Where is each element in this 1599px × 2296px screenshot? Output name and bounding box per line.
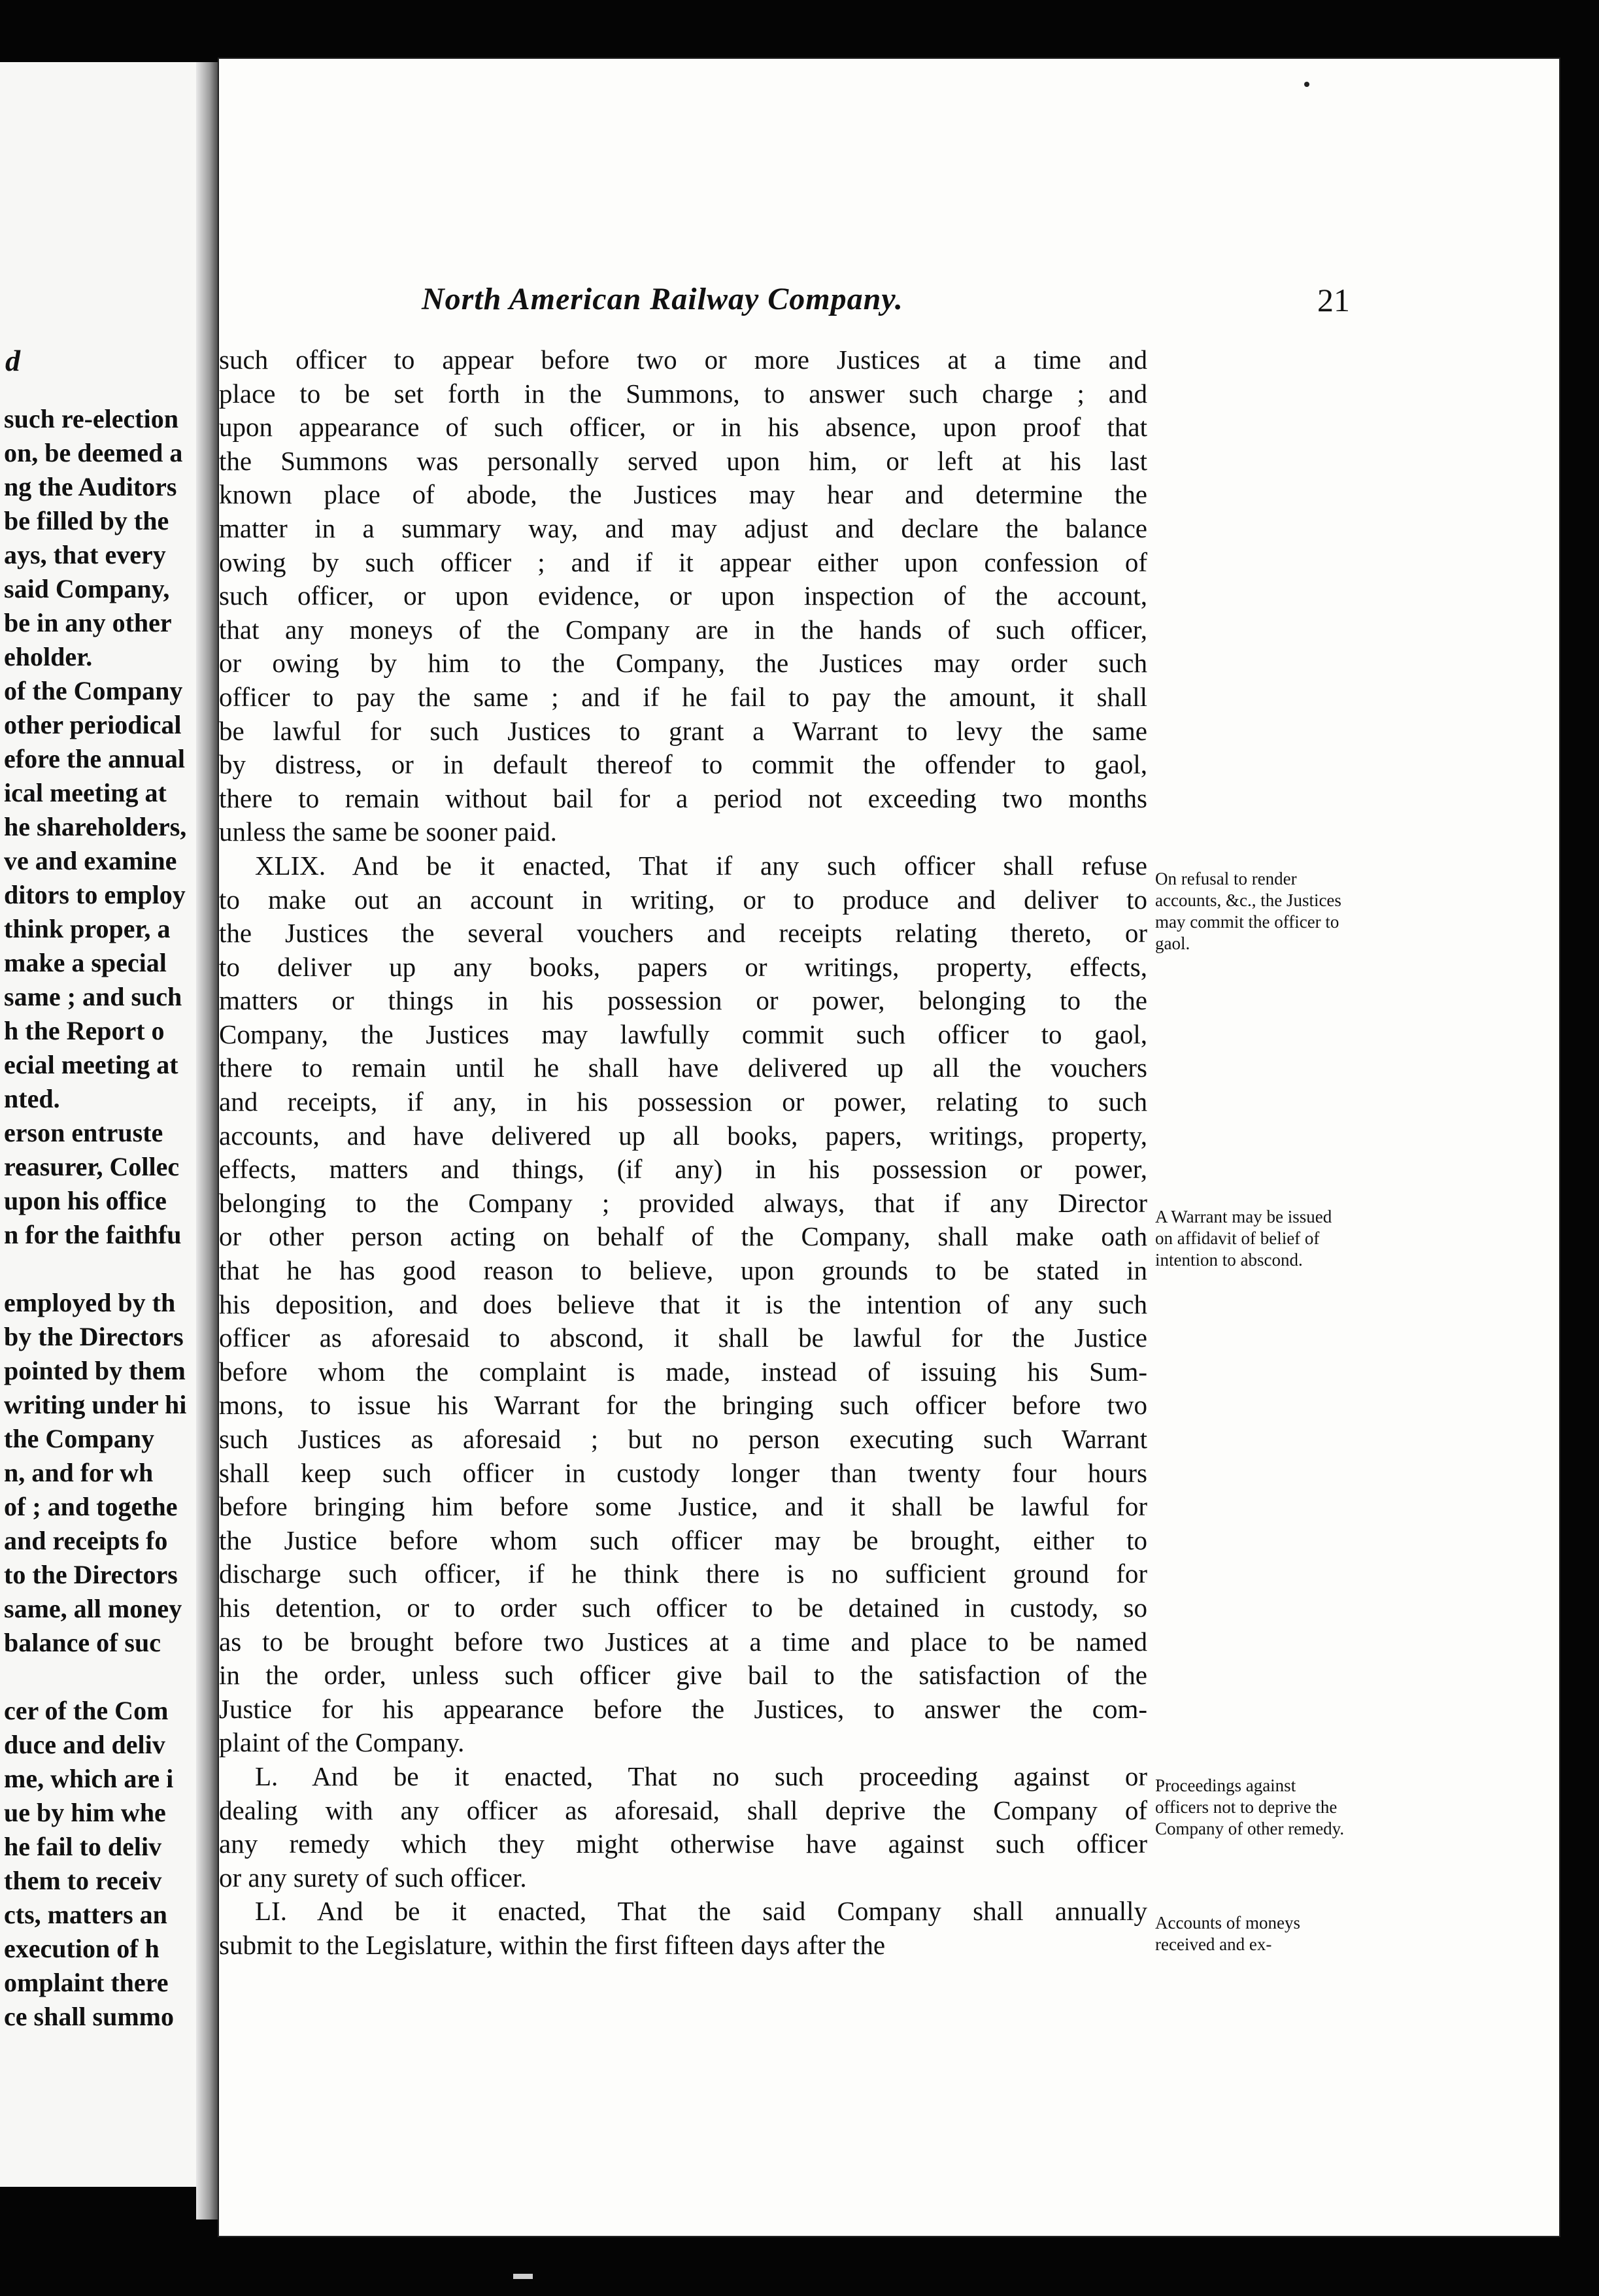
text-line: LI. And be it enacted, That the said Company shall annually bbox=[255, 1896, 1147, 1927]
previous-page-line: ays, that every bbox=[4, 540, 166, 569]
previous-page-line: on, be deemed a bbox=[4, 438, 183, 467]
text-line: before bringing him before some Justice, and it shall be lawful for bbox=[219, 1491, 1147, 1522]
previous-page-line: ue by him whe bbox=[4, 1798, 166, 1827]
previous-page-line: of ; and togethe bbox=[4, 1492, 178, 1521]
text-line: belonging to the Company ; provided always, that if any Director bbox=[219, 1187, 1147, 1218]
scan-artifact bbox=[513, 2274, 533, 2279]
text-line: such officer to appear before two or more Justices at a time and bbox=[219, 345, 1147, 375]
text-line: place to be set forth in the Summons, to answer such charge ; and bbox=[219, 378, 1147, 409]
text-line: such Justices as aforesaid ; but no person executing such Warrant bbox=[219, 1424, 1147, 1454]
text-line: discharge such officer, if he think there is no sufficient ground for bbox=[219, 1559, 1147, 1589]
text-line: to make out an account in writing, or to produce and deliver to bbox=[219, 884, 1147, 915]
previous-page-line: omplaint there bbox=[4, 1968, 169, 1997]
text-line: there to remain until he shall have delivered up all the vouchers bbox=[219, 1053, 1147, 1083]
previous-page-line: reasurer, Collec bbox=[4, 1152, 180, 1181]
previous-page-line: writing under hi bbox=[4, 1390, 187, 1419]
running-title: North American Railway Company. bbox=[422, 282, 903, 316]
previous-page-line: by the Directors bbox=[4, 1322, 184, 1351]
previous-page-line: ng the Auditors bbox=[4, 472, 177, 501]
previous-page-line: be in any other bbox=[4, 608, 172, 637]
text-line: the Summons was personally served upon him, or left at his last bbox=[219, 445, 1147, 476]
text-line: XLIX. And be it enacted, That if any such officer shall refuse bbox=[255, 850, 1147, 881]
text-line: in the order, unless such officer give bail to the satisfaction of the bbox=[219, 1660, 1147, 1691]
running-head bbox=[219, 281, 1350, 327]
previous-page-line: n for the faithfu bbox=[4, 1220, 182, 1249]
text-line: before whom the complaint is made, instead of issuing his Sum- bbox=[219, 1356, 1147, 1387]
margin-note-warrant: A Warrant may be issued on affidavit of belief of intention to abscond. bbox=[1155, 1207, 1332, 1270]
previous-page-line: be filled by the bbox=[4, 506, 169, 535]
text-line: his detention, or to order such officer to be detained in custody, so bbox=[219, 1592, 1147, 1623]
text-line: Justice for his appearance before the Justices, to answer the com- bbox=[219, 1693, 1147, 1724]
text-line: L. And be it enacted, That no such proceeding against or bbox=[255, 1761, 1147, 1791]
previous-page-line: nted. bbox=[4, 1084, 60, 1113]
page-number: 21 bbox=[1317, 282, 1350, 318]
previous-page-line: think proper, a bbox=[4, 914, 171, 943]
previous-page-line: other periodical bbox=[4, 710, 182, 739]
text-line: by distress, or in default thereof to commit the offender to gaol, bbox=[219, 749, 1147, 780]
previous-page-line: and receipts fo bbox=[4, 1526, 168, 1555]
text-line: officer to pay the same ; and if he fail to pay the amount, it shall bbox=[219, 681, 1147, 712]
margin-note-accounts: Accounts of moneys received and ex- bbox=[1155, 1913, 1300, 1954]
text-line: mons, to issue his Warrant for the bringing such officer before two bbox=[219, 1390, 1147, 1421]
text-line: be lawful for such Justices to grant a Warrant to levy the same bbox=[219, 715, 1147, 746]
text-line: owing by such officer ; and if it appear either upon confession of bbox=[219, 547, 1147, 577]
previous-page-line: cer of the Com bbox=[4, 1696, 169, 1725]
previous-page-line: ecial meeting at bbox=[4, 1050, 178, 1079]
previous-page-line: erson entruste bbox=[4, 1118, 163, 1147]
text-line: dealing with any officer as aforesaid, shall deprive the Company of bbox=[219, 1795, 1147, 1825]
previous-page-line: employed by th bbox=[4, 1288, 176, 1317]
previous-page-line: same, all money bbox=[4, 1594, 182, 1623]
text-line: shall keep such officer in custody longer than twenty four hours bbox=[219, 1457, 1147, 1488]
previous-page-line: upon his office bbox=[4, 1186, 167, 1215]
text-line: and receipts, if any, in his possession or power, relating to such bbox=[219, 1087, 1147, 1117]
previous-page-line: pointed by them bbox=[4, 1356, 186, 1385]
previous-page-line: said Company, bbox=[4, 574, 170, 603]
previous-page-line: ve and examine bbox=[4, 846, 177, 875]
text-line: that he has good reason to believe, upon grounds to be stated in bbox=[219, 1255, 1147, 1286]
previous-page-line: n, and for wh bbox=[4, 1458, 154, 1487]
previous-page-line: he fail to deliv bbox=[4, 1832, 162, 1861]
previous-page-line: cts, matters an bbox=[4, 1900, 167, 1929]
text-line: the Justices the several vouchers and receipts relating thereto, or bbox=[219, 918, 1147, 949]
previous-page-line: ce shall summo bbox=[4, 2002, 174, 2031]
text-line: or other person acting on behalf of the Company, shall make oath bbox=[219, 1221, 1147, 1252]
previous-page-line: such re-election bbox=[4, 404, 178, 433]
text-line: such officer, or upon evidence, or upon inspection of the account, bbox=[219, 581, 1147, 611]
margin-note-refusal: On refusal to render accounts, &c., the Justices may commit the officer to gaol. bbox=[1155, 869, 1341, 953]
previous-page-line: balance of suc bbox=[4, 1628, 161, 1657]
previous-page-fragment bbox=[0, 62, 219, 2187]
previous-page-line: the Company bbox=[4, 1424, 155, 1453]
previous-page-line bbox=[4, 1660, 219, 1694]
text-line: any remedy which they might otherwise have against such officer bbox=[219, 1829, 1147, 1859]
previous-page-line: ical meeting at bbox=[4, 778, 167, 807]
text-line: as to be brought before two Justices at a time and place to be named bbox=[219, 1626, 1147, 1657]
previous-page-line: h the Report o bbox=[4, 1016, 165, 1045]
text-line: matter in a summary way, and may adjust and declare the balance bbox=[219, 513, 1147, 543]
previous-page-line: make a special bbox=[4, 948, 167, 977]
previous-page-line: same ; and such bbox=[4, 982, 182, 1011]
text-line: that any moneys of the Company are in the hands of such officer, bbox=[219, 614, 1147, 645]
previous-page-line: to the Directors bbox=[4, 1560, 178, 1589]
text-line: plaint of the Company. bbox=[219, 1727, 465, 1758]
text-line: effects, matters and things, (if any) in his possession or power, bbox=[219, 1154, 1147, 1185]
previous-page-line: execution of h bbox=[4, 1934, 160, 1963]
previous-page-line: he shareholders, bbox=[4, 812, 187, 841]
text-line: unless the same be sooner paid. bbox=[219, 817, 557, 847]
margin-note-proceedings: Proceedings against officers not to deprive the Company of other remedy. bbox=[1155, 1776, 1345, 1838]
previous-page-line: them to receiv bbox=[4, 1866, 162, 1895]
ink-speck bbox=[1304, 82, 1309, 87]
text-line: officer as aforesaid to abscond, it shall be lawful for the Justice bbox=[219, 1323, 1147, 1353]
text-line: submit to the Legislature, within the first fifteen days after the bbox=[219, 1929, 886, 1960]
previous-page-line: ditors to employ bbox=[4, 880, 186, 909]
text-line: the Justice before whom such officer may be brought, either to bbox=[219, 1525, 1147, 1555]
previous-page-line: of the Company bbox=[4, 676, 183, 705]
text-line: or owing by him to the Company, the Justices may order such bbox=[219, 648, 1147, 679]
previous-page-line bbox=[4, 1252, 219, 1286]
text-line: matters or things in his possession or power, belonging to the bbox=[219, 985, 1147, 1016]
text-line: upon appearance of such officer, or in his absence, upon proof that bbox=[219, 412, 1147, 443]
text-line: Company, the Justices may lawfully commit such officer to gaol, bbox=[219, 1019, 1147, 1049]
text-line: accounts, and have delivered up all books, papers, writings, property, bbox=[219, 1120, 1147, 1151]
previous-page-line: efore the annual bbox=[4, 744, 186, 773]
previous-page-line: duce and deliv bbox=[4, 1730, 165, 1759]
text-line: there to remain without bail for a period not exceeding two months bbox=[219, 783, 1147, 813]
text-line: his deposition, and does believe that it is the intention of any such bbox=[219, 1289, 1147, 1319]
book-page bbox=[219, 59, 1559, 2236]
text-line: known place of abode, the Justices may hear and determine the bbox=[219, 479, 1147, 510]
text-line: to deliver up any books, papers or writings, property, effects, bbox=[219, 951, 1147, 982]
previous-page-header-fragment: d bbox=[5, 344, 20, 377]
previous-page-line: me, which are i bbox=[4, 1764, 174, 1793]
body-text bbox=[219, 343, 1147, 1963]
text-line: or any surety of such officer. bbox=[219, 1862, 527, 1893]
previous-page-text bbox=[4, 402, 219, 2034]
previous-page-line: eholder. bbox=[4, 642, 93, 671]
